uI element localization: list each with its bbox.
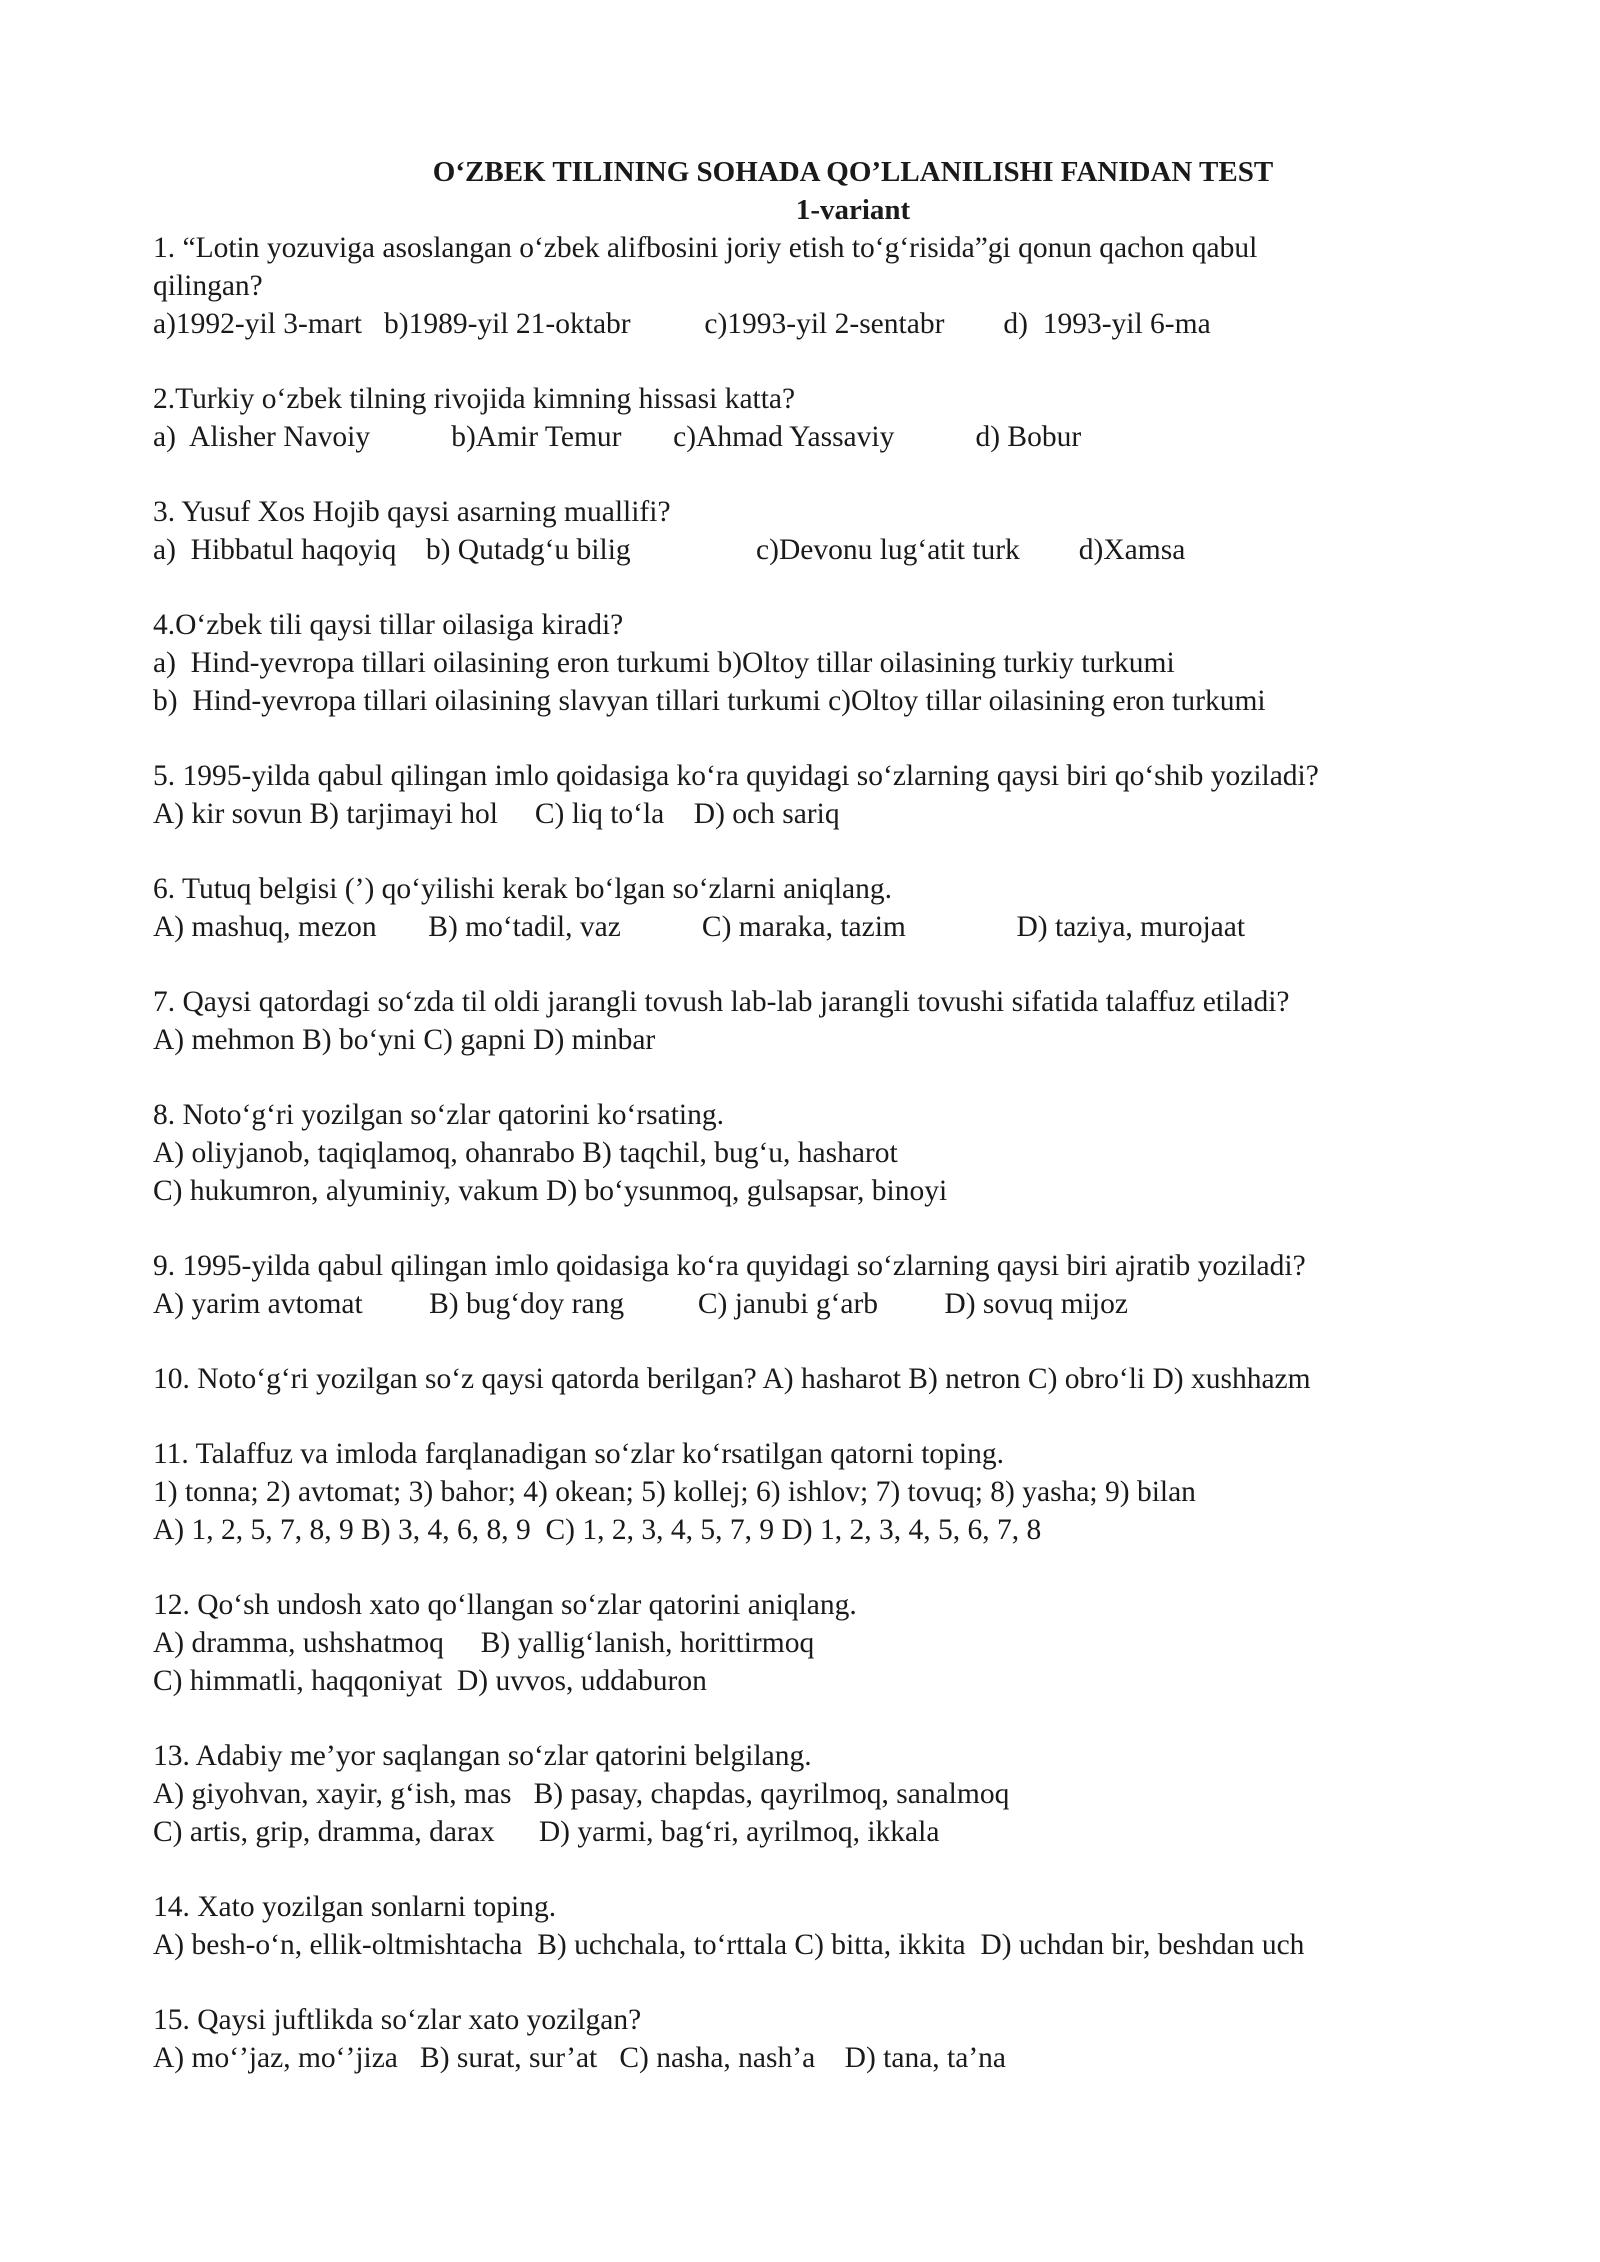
- question-6-text: 6. Tutuq belgisi (’) qo‘yilishi kerak bo‘lgan so‘zlarni aniqlang.: [153, 873, 893, 905]
- question-2-options: a) Alisher Navoiy b)Amir Temur c)Ahmad Yassaviy d) Bobur: [153, 421, 1082, 453]
- question-3-text: 3. Yusuf Xos Hojib qaysi asarning muallifi?: [153, 496, 671, 528]
- question-3-options: a) Hibbatul haqoyiq b) Qutadg‘u bilig c)Devonu lug‘atit turk d)Xamsa: [153, 534, 1186, 566]
- question-14-text: 14. Xato yozilgan sonlarni toping.: [153, 1891, 557, 1923]
- question-1-options: a)1992-yil 3-mart b)1989-yil 21-oktabr c)1993-yil 2-sentabr d) 1993-yil 6-ma: [153, 308, 1211, 340]
- question-12-options-1: A) dramma, ushshatmoq B) yallig‘lanish, horittirmoq: [153, 1627, 815, 1659]
- question-6-options: A) mashuq, mezon B) mo‘tadil, vaz C) maraka, tazim D) taziya, murojaat: [153, 911, 1246, 943]
- question-13-text: 13. Adabiy me’yor saqlangan so‘zlar qatorini belgilang.: [153, 1740, 812, 1772]
- question-4-text: 4.O‘zbek tili qaysi tillar oilasiga kiradi?: [153, 609, 624, 641]
- question-11-words: 1) tonna; 2) avtomat; 3) bahor; 4) okean; 5) kollej; 6) ishlov; 7) tovuq; 8) yasha; 9) bilan: [153, 1476, 1196, 1508]
- question-13-options-2: C) artis, grip, dramma, darax D) yarmi, bag‘ri, ayrilmoq, ikkala: [153, 1816, 940, 1848]
- question-5-text: 5. 1995-yilda qabul qilingan imlo qoidasiga ko‘ra quyidagi so‘zlarning qaysi biri qo‘shib yoziladi?: [153, 760, 1319, 792]
- question-7-text: 7. Qaysi qatordagi so‘zda til oldi jarangli tovush lab-lab jarangli tovushi sifatida talaffuz etiladi?: [153, 986, 1290, 1018]
- question-1-line-1: 1. “Lotin yozuviga asoslangan o‘zbek alifbosini joriy etish to‘g‘risida”gi qonun qachon qabul: [153, 232, 1258, 264]
- question-7-options: A) mehmon B) bo‘yni C) gapni D) minbar: [153, 1024, 656, 1056]
- question-8-options-2: C) hukumron, alyuminiy, vakum D) bo‘ysunmoq, gulsapsar, binoyi: [153, 1175, 948, 1207]
- question-11-options: A) 1, 2, 5, 7, 8, 9 B) 3, 4, 6, 8, 9 C) 1, 2, 3, 4, 5, 7, 9 D) 1, 2, 3, 4, 5, 6, 7, 8: [153, 1514, 1042, 1546]
- question-4-options-1: a) Hind-yevropa tillari oilasining eron turkumi b)Oltoy tillar oilasining turkiy turkumi: [153, 647, 1175, 679]
- question-11-text: 11. Talaffuz va imloda farqlanadigan so‘zlar ko‘rsatilgan qatorni toping.: [153, 1438, 1004, 1470]
- question-1-line-2: qilingan?: [153, 270, 263, 302]
- question-12-text: 12. Qo‘sh undosh xato qo‘llangan so‘zlar qatorini aniqlang.: [153, 1589, 857, 1621]
- question-9-options: A) yarim avtomat B) bug‘doy rang C) janubi g‘arb D) sovuq mijoz: [153, 1288, 1128, 1320]
- question-9-text: 9. 1995-yilda qabul qilingan imlo qoidasiga ko‘ra quyidagi so‘zlarning qaysi biri ajratib yoziladi?: [153, 1250, 1306, 1282]
- question-8-options-1: A) oliyjanob, taqiqlamoq, ohanrabo B) taqchil, bug‘u, hasharot: [153, 1137, 898, 1169]
- question-15-options: A) mo‘’jaz, mo‘’jiza B) surat, sur’at C) nasha, nash’a D) tana, ta’na: [153, 2042, 1007, 2074]
- question-10-text: 10. Noto‘g‘ri yozilgan so‘z qaysi qatorda berilgan? A) hasharot B) netron C) obro‘li D) xushhazm: [153, 1363, 1311, 1395]
- document-title: O‘ZBEK TILINING SOHADA QO’LLANILISHI FANIDAN TEST: [432, 156, 1274, 188]
- variant-label: 1-variant: [795, 194, 911, 226]
- question-13-options-1: A) giyohvan, xayir, g‘ish, mas B) pasay, chapdas, qayrilmoq, sanalmoq: [153, 1778, 1010, 1810]
- question-8-text: 8. Noto‘g‘ri yozilgan so‘zlar qatorini ko‘rsating.: [153, 1099, 725, 1131]
- question-5-options: A) kir sovun B) tarjimayi hol C) liq to‘la D) och sariq: [153, 798, 840, 830]
- question-4-options-2: b) Hind-yevropa tillari oilasining slavyan tillari turkumi c)Oltoy tillar oilasining eron turkumi: [153, 685, 1266, 717]
- question-14-options: A) besh-o‘n, ellik-oltmishtacha B) uchchala, to‘rttala C) bitta, ikkita D) uchdan bir, beshdan uch: [153, 1929, 1305, 1961]
- question-15-text: 15. Qaysi juftlikda so‘zlar xato yozilgan?: [153, 2004, 642, 2036]
- question-12-options-2: C) himmatli, haqqoniyat D) uvvos, uddaburon: [153, 1665, 707, 1697]
- question-2-text: 2.Turkiy o‘zbek tilning rivojida kimning hissasi katta?: [153, 383, 796, 415]
